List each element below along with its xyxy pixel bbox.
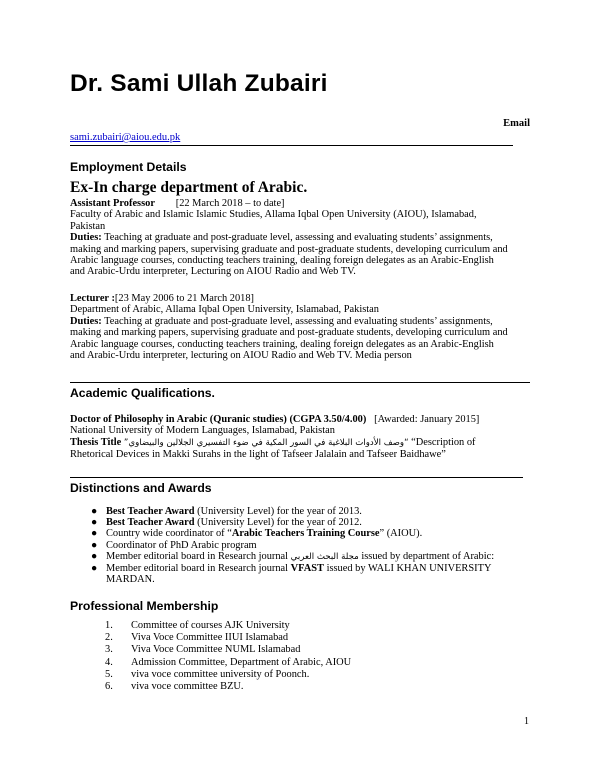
academic-heading: Academic Qualifications. — [70, 386, 215, 400]
email-label: Email — [503, 118, 530, 129]
academic-degree — [70, 414, 530, 461]
job-dates: [22 March 2018 – to date] — [175, 198, 285, 209]
section-divider — [70, 477, 523, 478]
list-item: 6. viva voce committee BZU. — [105, 681, 244, 693]
distinctions-heading: Distinctions and Awards — [70, 481, 212, 495]
job-title: Lecturer : — [70, 293, 115, 304]
thesis-arabic-title: “وصف الأدوات البلاغية في السور المكية في ضوء التفسيري الجلالين والبيضاوي” — [123, 437, 409, 448]
duties-text: Teaching at graduate and post-graduate level, assessing and evaluating students’ assignments, — [104, 232, 493, 244]
thesis-label: Thesis Title — [70, 436, 122, 448]
email-line — [70, 132, 513, 146]
page-number: 1 — [524, 716, 529, 727]
degree-awarded: [Awarded: January 2015] — [374, 414, 480, 425]
list-item: ● Member editorial board in Research journal مجلة البحث العربي issued by department of Arabic: — [91, 550, 495, 562]
degree-university: National University of Modern Languages, Islamabad, Pakistan — [70, 425, 335, 437]
list-item: ● Coordinator of PhD Arabic program — [91, 539, 257, 551]
duties-text: making and marking papers, supervising graduate and post-graduate students, developing curriculum and — [70, 327, 508, 339]
list-item: ● Best Teacher Award (University Level) for the year of 2012. — [91, 517, 362, 529]
job-lecturer — [70, 293, 530, 361]
list-item: 2. Viva Voce Committee IIUI Islamabad — [105, 632, 289, 644]
list-item: 4. Admission Committee, Department of Arabic, AIOU — [105, 656, 352, 668]
employment-heading: Employment Details — [70, 160, 187, 174]
thesis-english-title-cont: Rhetorical Devices in Makki Surahs in the light of Tafseer Jalalain and Tafseer Baidhawe” — [70, 449, 446, 461]
distinctions-list — [70, 506, 530, 585]
job-title: Assistant Professor — [70, 198, 155, 209]
list-item: 5. viva voce committee university of Poonch. — [105, 668, 310, 680]
membership-list — [70, 620, 530, 693]
duties-label: Duties: — [70, 232, 102, 244]
list-item: ● Member editorial board in Research journal VFAST issued by WALI KHAN UNIVERSITY MARDAN. — [91, 563, 492, 586]
duties-text: Arabic language courses, conducting teachers training, dealing foreign delegates as an Arabic-English — [70, 255, 494, 267]
list-item: 1. Committee of courses AJK University — [105, 620, 290, 631]
duties-text: and Arabic-Urdu interpreter, lecturing on AIOU Radio and Web TV. Media person — [70, 350, 412, 362]
page-title: Dr. Sami Ullah Zubairi — [70, 70, 328, 97]
duties-text: making and marking papers, supervising graduate and post-graduate students, developing curriculum and — [70, 243, 508, 255]
list-item: ● Country wide coordinator of “Arabic Teachers Training Course” (AIOU). — [91, 528, 423, 540]
job-assistant-professor — [70, 198, 530, 278]
list-item: ● Best Teacher Award (University Level) for the year of 2013. — [91, 506, 362, 517]
list-item: 3. Viva Voce Committee NUML Islamabad — [105, 644, 301, 656]
duties-text: and Arabic-Urdu interpreter, Lecturing on AIOU Radio and Web TV. — [70, 266, 356, 278]
job-place: Department of Arabic, Allama Iqbal Open University, Islamabad, Pakistan — [70, 304, 379, 316]
job-place-cont: Pakistan — [70, 220, 106, 232]
job-dates: [23 May 2006 to 21 March 2018] — [114, 293, 255, 304]
position-title: Ex-In charge department of Arabic. — [70, 179, 308, 196]
duties-text: Arabic language courses, conducting teachers training, dealing foreign delegates as an Arabic-English — [70, 338, 494, 350]
job-place: Faculty of Arabic and Islamic Islamic Studies, Allama Iqbal Open University (AIOU), Islamabad, — [70, 209, 477, 221]
thesis-english-title: “Description of — [411, 436, 476, 448]
section-divider — [70, 382, 530, 383]
membership-heading: Professional Membership — [70, 599, 219, 613]
degree-title: Doctor of Philosophy in Arabic (Quranic studies) (CGPA 3.50/4.00) — [70, 414, 367, 425]
email-link[interactable]: sami.zubairi@aiou.edu.pk — [70, 132, 181, 143]
duties-label: Duties: — [70, 315, 102, 327]
duties-text: Teaching at graduate and post-graduate level, assessing and evaluating students’ assignments, — [104, 315, 493, 327]
